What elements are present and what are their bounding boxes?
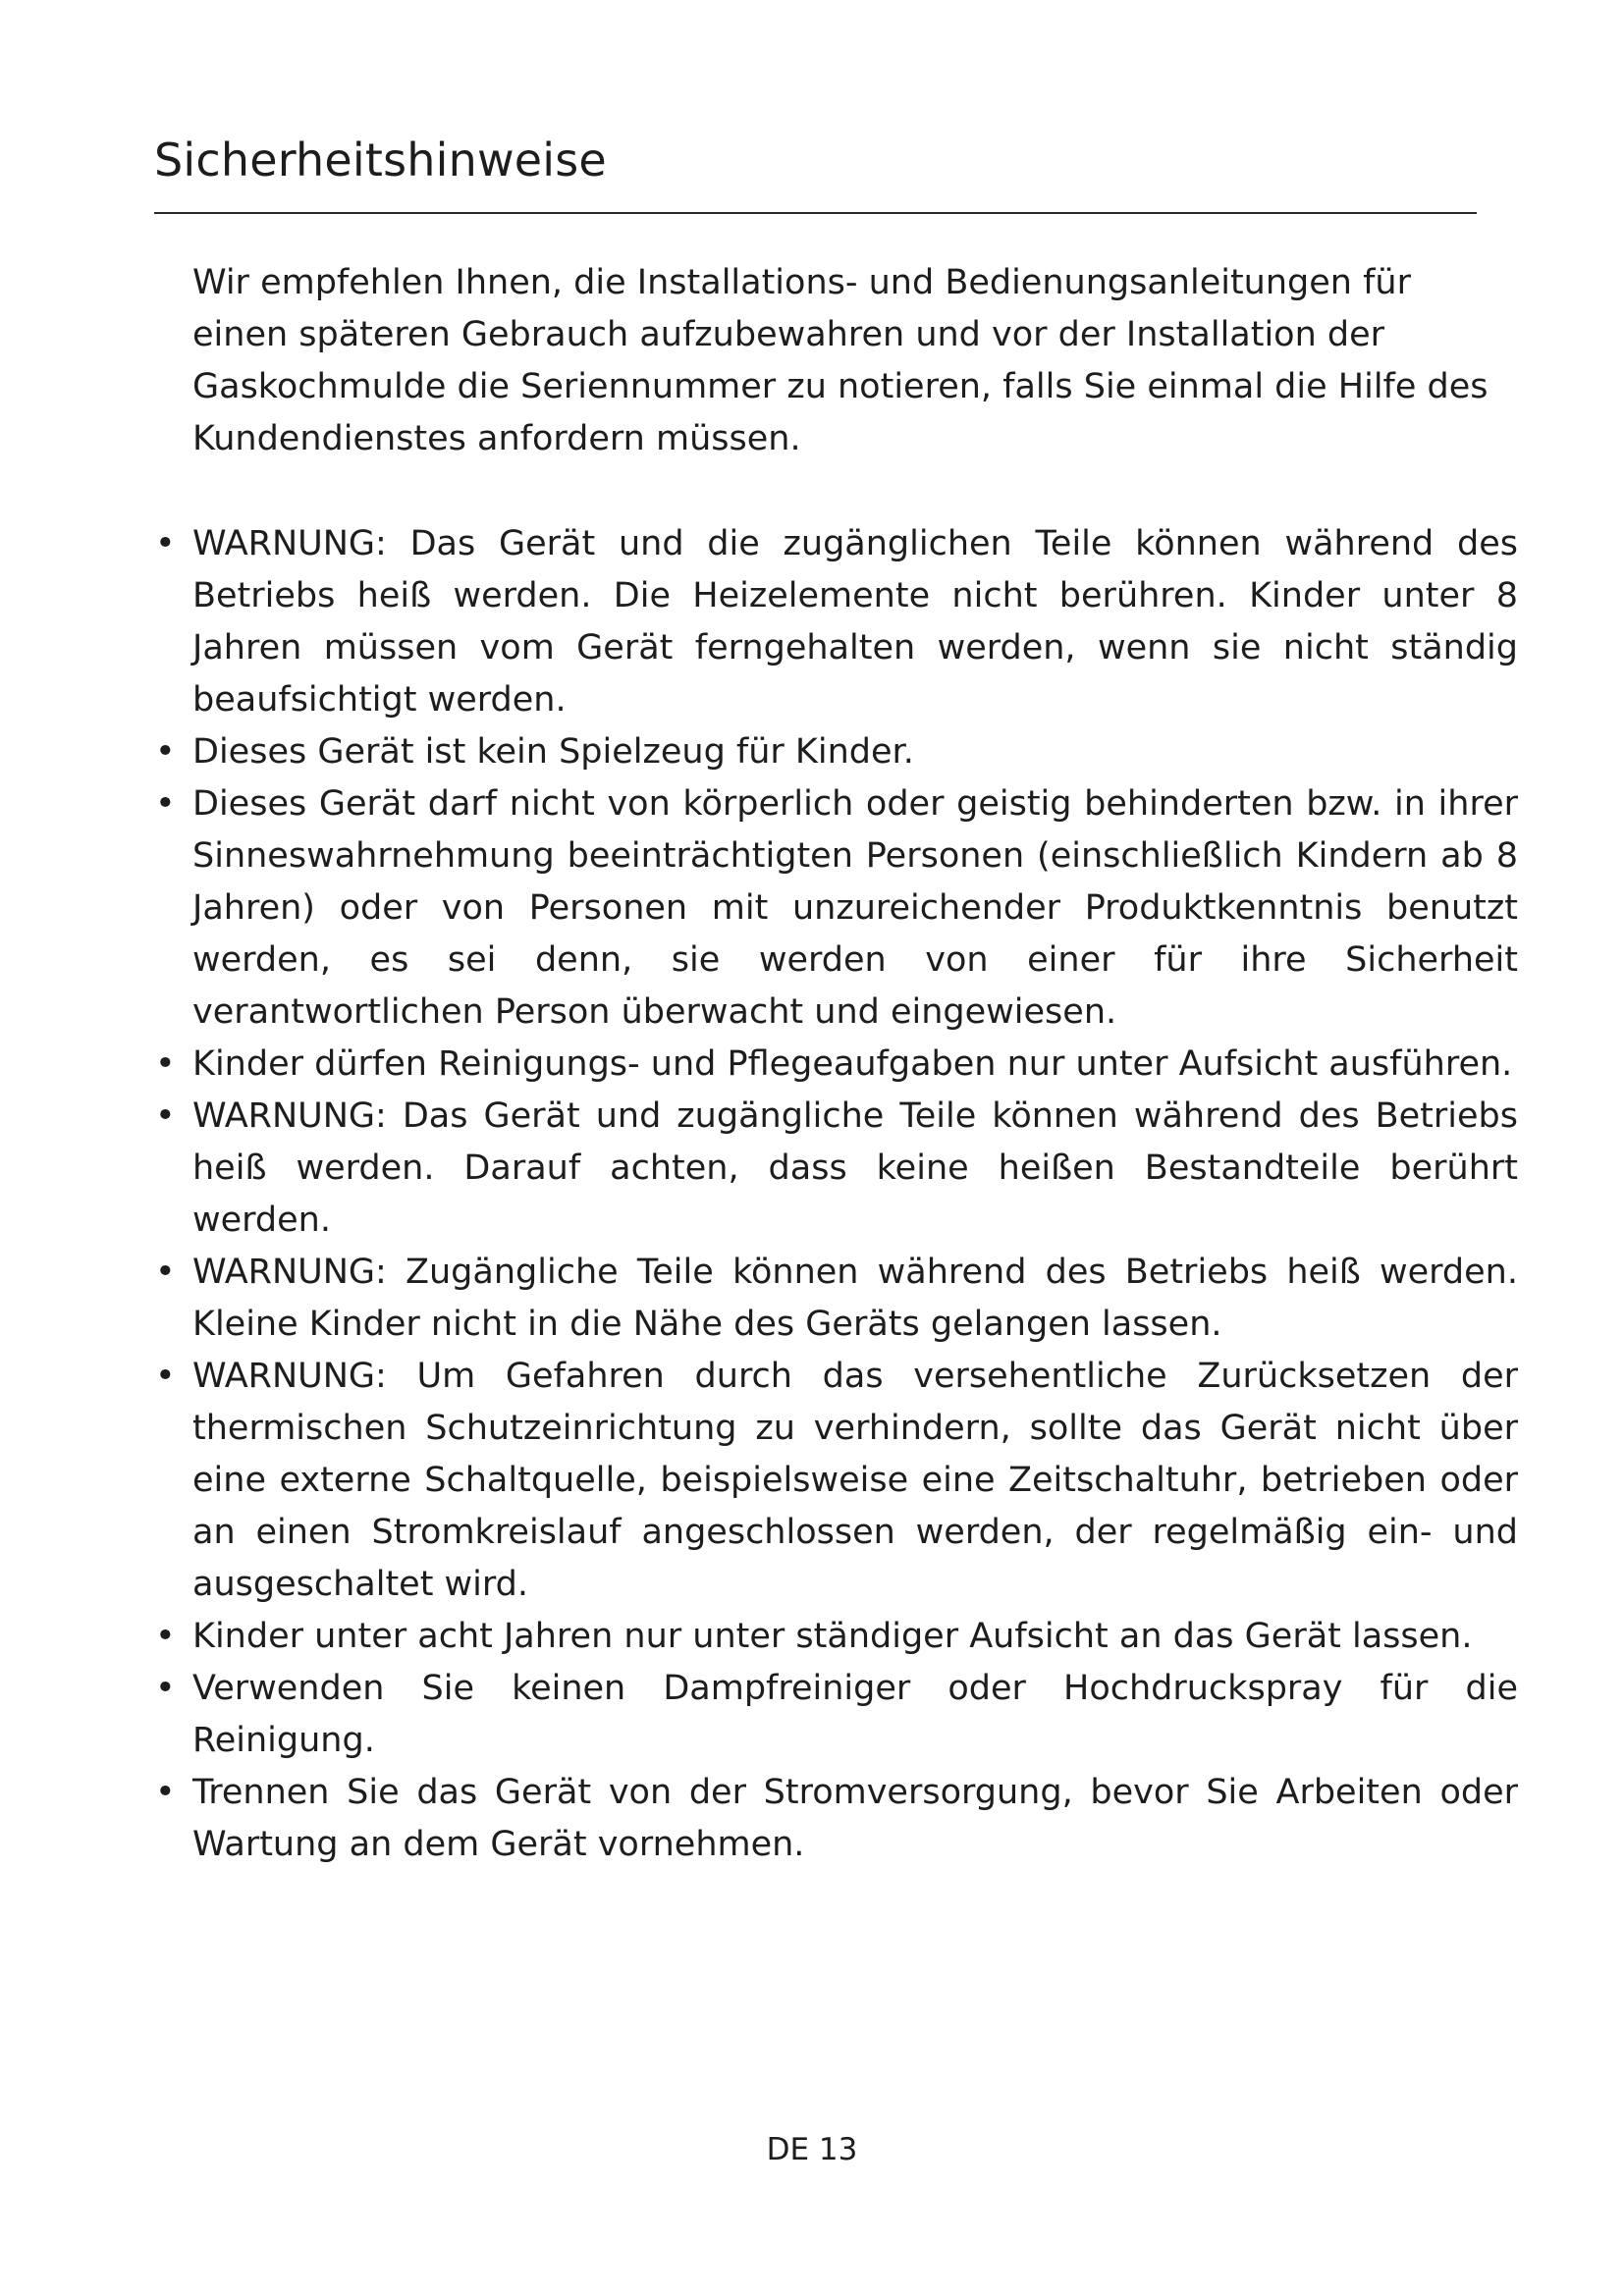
title-divider: [154, 212, 1477, 214]
list-item: [155, 778, 1518, 1039]
bullet-icon: •: [155, 732, 176, 772]
bullet-icon: •: [155, 524, 176, 563]
bullet-icon: •: [155, 1669, 176, 1708]
list-item-text: Kinder unter acht Jahren nur unter ständiger Aufsicht an das Gerät lassen.: [192, 1617, 1473, 1656]
list-item-text: Kinder dürfen Reinigungs- und Pflegeaufgaben nur unter Aufsicht ausführen.: [192, 1044, 1513, 1084]
page-number: DE 13: [766, 2132, 858, 2167]
list-item-text: WARNUNG: Das Gerät und die zugänglichen Teile können während des Betriebs heiß werden. Die Heizelemente nicht berühren. Kinder unter 8 Jahren müssen vom Gerät ferngehalten werden, wenn sie nicht ständig beaufsichtigt werden.: [192, 524, 1518, 720]
bullet-icon: •: [155, 1773, 176, 1812]
bullet-icon: •: [155, 1253, 176, 1292]
list-item: [155, 1091, 1518, 1247]
list-item: [155, 1039, 1518, 1091]
list-item: [155, 1351, 1518, 1611]
list-item: [155, 1663, 1518, 1767]
page-title: Sicherheitshinweise: [154, 133, 607, 187]
list-item-text: Dieses Gerät darf nicht von körperlich oder geistig behinderten bzw. in ihrer Sinneswahrnehmung beeinträchtigten Personen (einschließlich Kindern ab 8 Jahren) oder von Personen mit unzureichender Produktkenntnis benutzt werden, es sei denn, sie werden von einer für ihre Sicherheit verantwortlichen Person überwacht und eingewiesen.: [192, 784, 1518, 1032]
bullet-icon: •: [155, 1096, 176, 1136]
intro-paragraph: Wir empfehlen Ihnen, die Installations- und Bedienungsanleitungen für einen späteren Gebrauch aufzubewahren und vor der Installation der Gaskochmulde die Seriennummer zu notieren, falls Sie einmal die Hilfe des Kundendienstes anfordern müssen.: [192, 263, 1489, 458]
bullet-icon: •: [155, 1357, 176, 1396]
list-item-text: WARNUNG: Das Gerät und zugängliche Teile können während des Betriebs heiß werden. Darauf achten, dass keine heißen Bestandteile berührt werden.: [192, 1096, 1518, 1240]
bullet-icon: •: [155, 1617, 176, 1656]
list-item-text: WARNUNG: Um Gefahren durch das versehentliche Zurücksetzen der thermischen Schutzeinrichtung zu verhindern, sollte das Gerät nicht über eine externe Schaltquelle, beispielsweise eine Zeitschaltuhr, betrieben oder an einen Stromkreislauf angeschlossen werden, der regelmäßig ein- und ausgeschaltet wird.: [192, 1357, 1518, 1604]
bullet-icon: •: [155, 784, 176, 824]
list-item: [155, 1611, 1518, 1663]
list-item: [155, 1767, 1518, 1871]
list-item: [155, 1247, 1518, 1351]
list-item: [155, 518, 1518, 726]
list-item-text: Dieses Gerät ist kein Spielzeug für Kinder.: [192, 732, 914, 772]
list-item-text: Verwenden Sie keinen Dampfreiniger oder Hochdruckspray für die Reinigung.: [192, 1669, 1518, 1760]
list-item-text: Trennen Sie das Gerät von der Stromversorgung, bevor Sie Arbeiten oder Wartung an dem Gerät vornehmen.: [192, 1773, 1518, 1864]
list-item-text: WARNUNG: Zugängliche Teile können während des Betriebs heiß werden. Kleine Kinder nicht in die Nähe des Geräts gelangen lassen.: [192, 1253, 1518, 1344]
bullet-icon: •: [155, 1044, 176, 1084]
list-item: [155, 726, 1518, 778]
safety-list: [155, 518, 1518, 1871]
